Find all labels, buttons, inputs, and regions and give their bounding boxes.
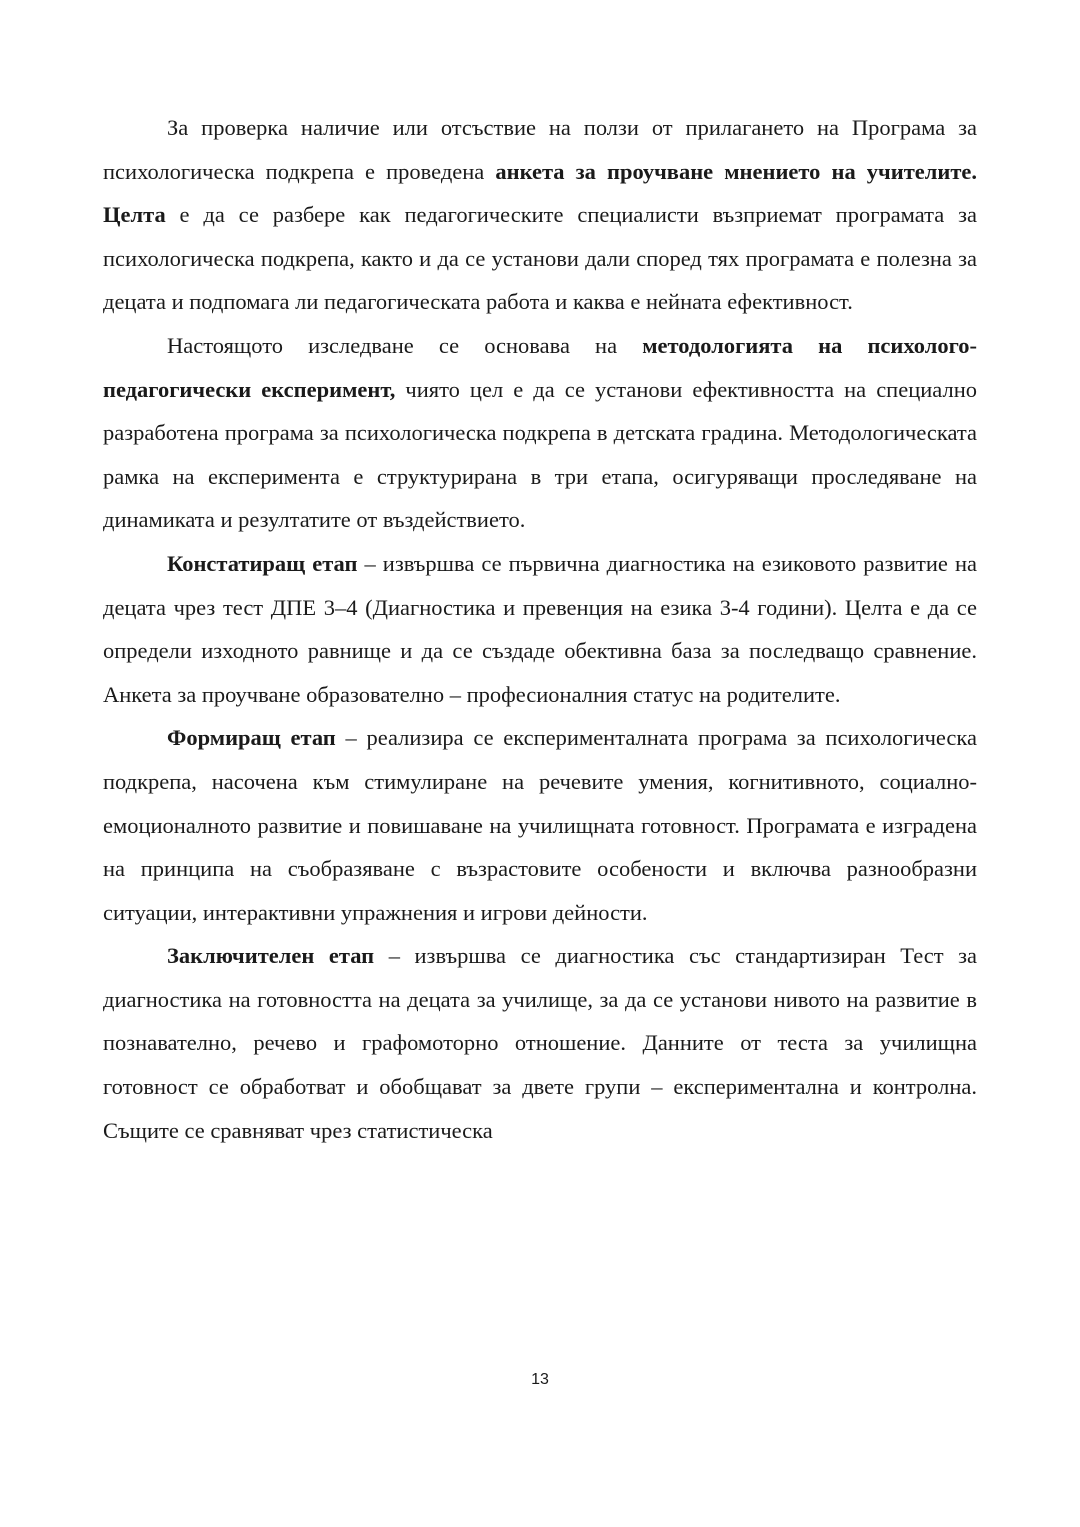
paragraph-methodology [103,324,977,542]
stage-heading: Заключителен етап [167,943,375,969]
document-body [103,106,977,1152]
bold-phrase: методологията на психолого-педагогически експеримент, [103,332,977,402]
paragraph-final-stage [103,934,977,1152]
paragraph-text: Настоящото изследване се основава на [167,332,643,358]
paragraph-text: – реализира се експерименталната програма за психологическа подкрепа, насочена към стимулиране на речевите умения, когнитивното, социално-емоционалното развитие и повишаване на училищната готовност. Програмата е изградена на принципа на съобразяване с възрастовите особености и включва разнообразни ситуации, интерактивни упражнения и игрови дейности. [103,725,977,925]
paragraph-ascertaining-stage [103,542,977,716]
stage-heading: Констатиращ етап [167,550,358,576]
page-number: 13 [531,1371,549,1388]
paragraph-text: – извършва се диагностика със стандартизиран Тест за диагностика на готовността на децата за училище, за да се установи нивото на развитие в познавателно, речево и графомоторно отношение. Данните от теста за училищна готовност се обработват и обобщават за двете групи – експериментална и контролна. Същите се сравняват чрез статистическа [103,943,977,1143]
stage-heading: Формиращ етап [167,725,336,751]
paragraph-teacher-survey [103,106,977,324]
paragraph-text: – извършва се първична диагностика на езиковото развитие на децата чрез тест ДПЕ 3–4 (Диагностика и превенция на езика 3-4 години). Целта е да се определи изходното равнище и да се създаде обективна база за последващо сравнение. Анкета за проучване образователно – професионалния статус на родителите. [103,550,977,707]
bold-phrase: анкета за проучване мнението на учителите. Целта [103,158,977,228]
paragraph-text: е да се разбере как педагогическите специалисти възприемат програмата за психологическа подкрепа, както и да се установи дали според тях програмата е полезна за децата и подпомага ли педагогическата работа и каква е нейната ефективност. [103,202,977,315]
paragraph-text: За проверка наличие или отсъствие на ползи от прилагането на Програма за психологическа подкрепа е проведена [103,115,977,184]
paragraph-text: чиято цел е да се установи ефективността на специално разработена програма за психологическа подкрепа в детската градина. Методологическата рамка на експеримента е структурирана в три етапа, осигуряващи проследяване на динамиката и резултатите от въздействието. [103,376,977,533]
paragraph-forming-stage [103,716,977,934]
